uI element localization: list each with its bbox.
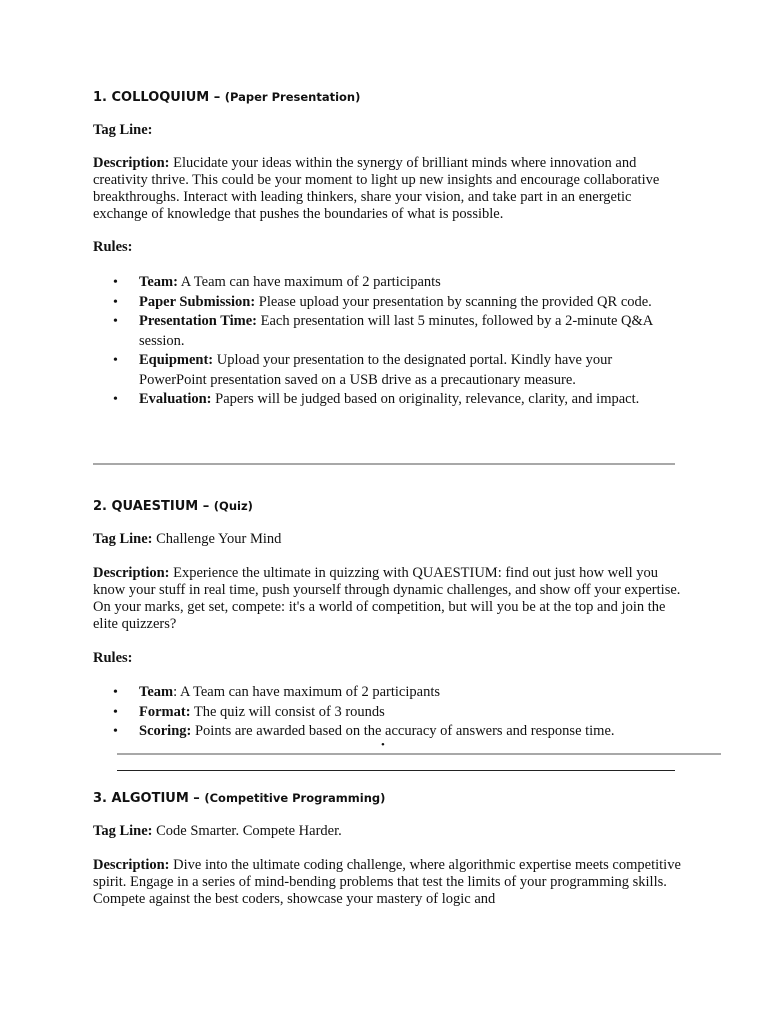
description-text: Experience the ultimate in quizzing with QUAESTIUM: find out just how well you know your stuff in real time, push yourself through dynamic challenges, and show off your expertise. On your marks, get set, compete: it's a world of competition, but will you be at the top and join the elite quizzers? — [93, 565, 681, 632]
section-divider — [117, 753, 721, 755]
section-1-subtitle: (Paper Presentation) — [224, 90, 361, 104]
section-1-description — [93, 155, 683, 223]
rule-label: Team — [139, 684, 174, 700]
section-2-heading — [93, 498, 683, 515]
section-3-subtitle: (Competitive Programming) — [204, 791, 386, 805]
rule-label: Presentation Time: — [139, 313, 258, 329]
rule-label: Equipment: — [139, 352, 214, 368]
rule-text: Upload your presentation to the designated portal. Kindly have your PowerPoint presentation saved on a USB drive as a precautionary measure. — [139, 352, 613, 388]
bullet-icon: • — [113, 392, 118, 407]
rule-text: Points are awarded based on the accuracy of answers and response time. — [191, 723, 615, 739]
list-item — [93, 390, 683, 410]
section-2-description — [93, 565, 683, 633]
section-1-heading — [93, 89, 683, 106]
stray-bullet: • — [381, 739, 385, 751]
rule-text: Each presentation will last 5 minutes, followed by a 2-minute Q&A session. — [139, 313, 653, 349]
bullet-icon: • — [113, 294, 118, 310]
section-divider — [93, 463, 675, 465]
list-item — [93, 351, 683, 390]
section-3-heading — [93, 790, 683, 807]
section-1-rules-list — [93, 273, 683, 410]
rule-text: A Team can have maximum of 2 participants — [177, 274, 441, 290]
section-2-rules-list — [93, 683, 683, 742]
list-item — [93, 703, 683, 723]
description-text: Elucidate your ideas within the synergy of brilliant minds where innovation and creativity thrive. This could be your moment to light up new insights and encourage collaborative breakthroughs. Interact with leading thinkers, share your vision, and take part in an energetic exchange of knowledge that pushes the boundaries of what is possible. — [93, 155, 660, 222]
section-2-rules-label: Rules: — [93, 650, 133, 666]
bullet-icon: • — [113, 314, 118, 329]
list-item — [93, 293, 683, 313]
section-1-tagline — [93, 122, 683, 139]
bullet-icon: • — [113, 685, 118, 700]
rule-text: The quiz will consist of 3 rounds — [190, 703, 385, 720]
bullet-icon: • — [113, 353, 118, 368]
section-2-title: 2. QUAESTIUM – — [93, 499, 210, 514]
bullet-icon: • — [113, 275, 118, 290]
tagline-text: Code Smarter. Compete Harder. — [152, 823, 342, 839]
list-item — [93, 273, 683, 293]
section-3-tagline — [93, 823, 683, 840]
section-3-title: 3. ALGOTIUM – — [93, 791, 200, 806]
rule-label: Scoring: — [139, 723, 192, 739]
description-label: Description: — [93, 565, 170, 581]
section-1-rules-label: Rules: — [93, 239, 133, 255]
bullet-icon: • — [113, 724, 118, 739]
rule-label: Evaluation: — [139, 391, 212, 407]
rule-label: Paper Submission: — [139, 293, 256, 310]
rule-label: Team: — [139, 274, 178, 290]
bullet-icon: • — [113, 704, 118, 720]
description-label: Description: — [93, 857, 170, 873]
rule-label: Format: — [139, 703, 191, 720]
section-divider-dark — [117, 770, 675, 771]
section-3-description — [93, 857, 683, 908]
tagline-label: Tag Line: — [93, 122, 153, 138]
tagline-text: Challenge Your Mind — [152, 531, 282, 547]
rule-text: Papers will be judged based on originality, relevance, clarity, and impact. — [211, 391, 640, 407]
tagline-label: Tag Line: — [93, 531, 153, 547]
section-1-title: 1. COLLOQUIUM – — [93, 90, 221, 105]
section-2-subtitle: (Quiz) — [213, 499, 253, 513]
description-text: Dive into the ultimate coding challenge, where algorithmic expertise meets competitive spirit. Engage in a series of mind-bending problems that test the limits of your programming skills. Compete against the best coders, showcase your mastery of logic and — [93, 857, 681, 907]
list-item — [93, 312, 683, 351]
description-label: Description: — [93, 155, 170, 171]
list-item — [93, 683, 683, 703]
rule-text: Please upload your presentation by scanning the provided QR code. — [255, 293, 652, 310]
list-item — [93, 722, 683, 742]
section-2-tagline — [93, 531, 683, 548]
tagline-label: Tag Line: — [93, 823, 153, 839]
rule-text: : A Team can have maximum of 2 participants — [173, 684, 441, 700]
